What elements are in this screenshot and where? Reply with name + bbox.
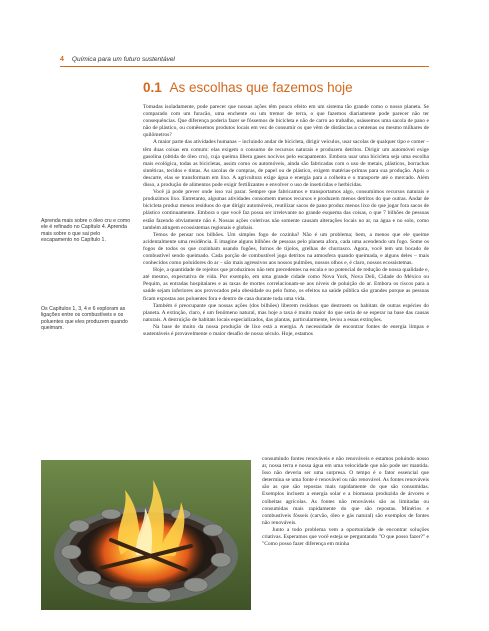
running-header (60, 56, 429, 63)
paragraph: consumindo fontes renováveis e não renováveis e estamos poluindo nosso ar, nossa terra e nossa água em uma velocidade que não pode ser mantida. Isso não deveria ser uma surpresa. O tempo é o fator essencial que determina se uma fonte é renovável ou não renovável. As fontes renováveis são as que são repostas mais rapidamente do que são consumidas. Exemplos incluem a energia solar e a biomassa produzida de árvores e colheitas agrícolas. As fontes não renováveis são as limitadas ou consumidas mais rapidamente do que são repostas. Minérios e combustíveis fósseis (carvão, óleo e gás natural) são exemplos de fontes não renováveis. (262, 456, 429, 526)
main-text (143, 104, 429, 338)
paragraph: A maior parte das atividades humanas – incluindo andar de bicicleta, dirigir veículos, usar sacolas de qualquer tipo e comer – têm duas coisas em comum: elas exigem o consumo de recursos naturais e produzem detritos. Dirigir um automóvel exige gasolina (obtida de óleo cru), cuja queima libera gases nocivos pelo escapamento. Embora usar uma bicicleta seja uma escolha mais ecológica, todas as bicicletas, assim como os automóveis, ainda são fabricadas com o uso de metais, plásticos, borrachas sintéticas, tecidos e tintas. As sacolas de compras, de papel ou de plástico, exigem matérias-primas para sua produção. Após o descarte, elas se transformam em lixo. A agricultura exige água e energia para a colheita e o transporte até o mercado. Além disso, a produção de alimentos pode exigir fertilizantes e envolver o uso de inseticidas e herbicidas. (143, 139, 429, 189)
paragraph: Tomadas isoladamente, pode parecer que nossas ações têm pouco efeito em um sistema tão grande como o nosso planeta. Se comparado com um furacão, uma enchente ou um tremor de terra, o que fazemos diariamente pode parecer não ter consequências. Que diferença poderia fazer se fôssemos de bicicleta e não de carro ao trabalho, usássemos uma sacola de pano e não de plástico, ou comêssemos produtos locais em vez de consumir os que vêm de distâncias a centenas ou mesmo milhares de quilômetros? (143, 104, 429, 139)
paragraph: Temos de pensar nos bilhões. Um simples fogo de cozinha? Não é um problema; bem, a menos que ele queime acidentalmente uma residência. E imagine alguns bilhões de pessoas pelo planeta afora, cada uma acendendo um fogo. Some os fogos de todos os que cozinham usando fogões, fornos de tijolos, grelhas de churrasco. Agora, você tem um bocado de combustível sendo queimado. Cada porção de combustível joga detritos na atmosfera quando queimada, e alguns deles – mais conhecidos como poluidores do ar – são mais agressivos aos nossos pulmões, nossos olhos e, é claro, nossos ecossistemas. (143, 231, 429, 267)
campfire-image (41, 460, 251, 610)
paragraph: Hoje, a quantidade de rejeitos que produzimos não tem precedentes na escala e no potencial de redução de nossa qualidade e, até mesmo, expectativa de vida. Por exemplo, em uma grande cidade como Nova York, Nova Deli, Cidade do México ou Pequim, as entradas hospitalares e as taxas de mortes correlacionam-se aos níveis de poluição do ar. Embora os riscos para a saúde sejam inferiores aos provocados pela obesidade ou pelo fumo, os efeitos na saúde pública são grandes porque as pessoas ficam expostas aos poluentes fora e dentro de casa durante toda uma vida. (143, 267, 429, 302)
margin-note: Os Capítulos 1, 3, 4 e 6 exploram as ligações entre os combustíveis e os poluentes que eles produzem quando queimam. (41, 306, 128, 332)
section-number: 0.1 (143, 80, 162, 95)
book-title: Química para um futuro sustentável (71, 56, 175, 63)
paragraph: Também é preocupante que nossas ações (dos bilhões) liberem resíduos que destroem os habitats de outras espécies do planeta. A extinção, claro, é um fenômeno natural, mas hoje a taxa é muito maior do que seria de se esperar na base das causas naturais. A destruição de habitats locais especializados, das plantas, particularmente, levou a essas extinções. (143, 302, 429, 323)
paragraph: Na base de muito da nossa produção de lixo está a energia. A necessidade de encontrar fontes de energia limpas e sustentáveis é provavelmente o maior desafio de nosso século. Hoje, estamos (143, 323, 429, 337)
header-rule (60, 66, 429, 67)
section-heading (143, 80, 353, 95)
margin-note: Aprenda mais sobre o óleo cru e como ele é refinado no Capítulo 4. Aprenda mais sobre o que sai pelo escapamento no Capítulo 1. (41, 218, 131, 244)
campfire-photo (41, 460, 251, 610)
paragraph: Junto a todo problema vem a oportunidade de encontrar soluções criativas. Esperamos que você esteja se perguntando "O que posso fazer?" e "Como posso fazer diferença em minha (262, 526, 429, 548)
paragraph: Você já pode prever onde isso vai parar. Sempre que fabricamos e transportamos algo, consumimos recursos naturais e produzimos lixo. Entretanto, algumas atividades consomem menos recursos e produzem menos detritos do que outras. Andar de bicicleta produz menos resíduos do que dirigir automóveis, reutilizar sacos de pano produz menos lixo do que jogar fora sacos de plástico continuamente. Embora o que você faz possa ser irrelevante no grande esquema das coisas, o que 7 bilhões de pessoas estão fazendo obviamente não é. Nossas ações coletivas não somente causam alterações locais no ar, na água e no solo, como também atingem ecossistemas regionais e globais. (143, 189, 429, 231)
section-title: As escolhas que fazemos hoje (169, 80, 353, 95)
right-column-text (262, 456, 429, 548)
page-number: 4 (60, 56, 64, 63)
